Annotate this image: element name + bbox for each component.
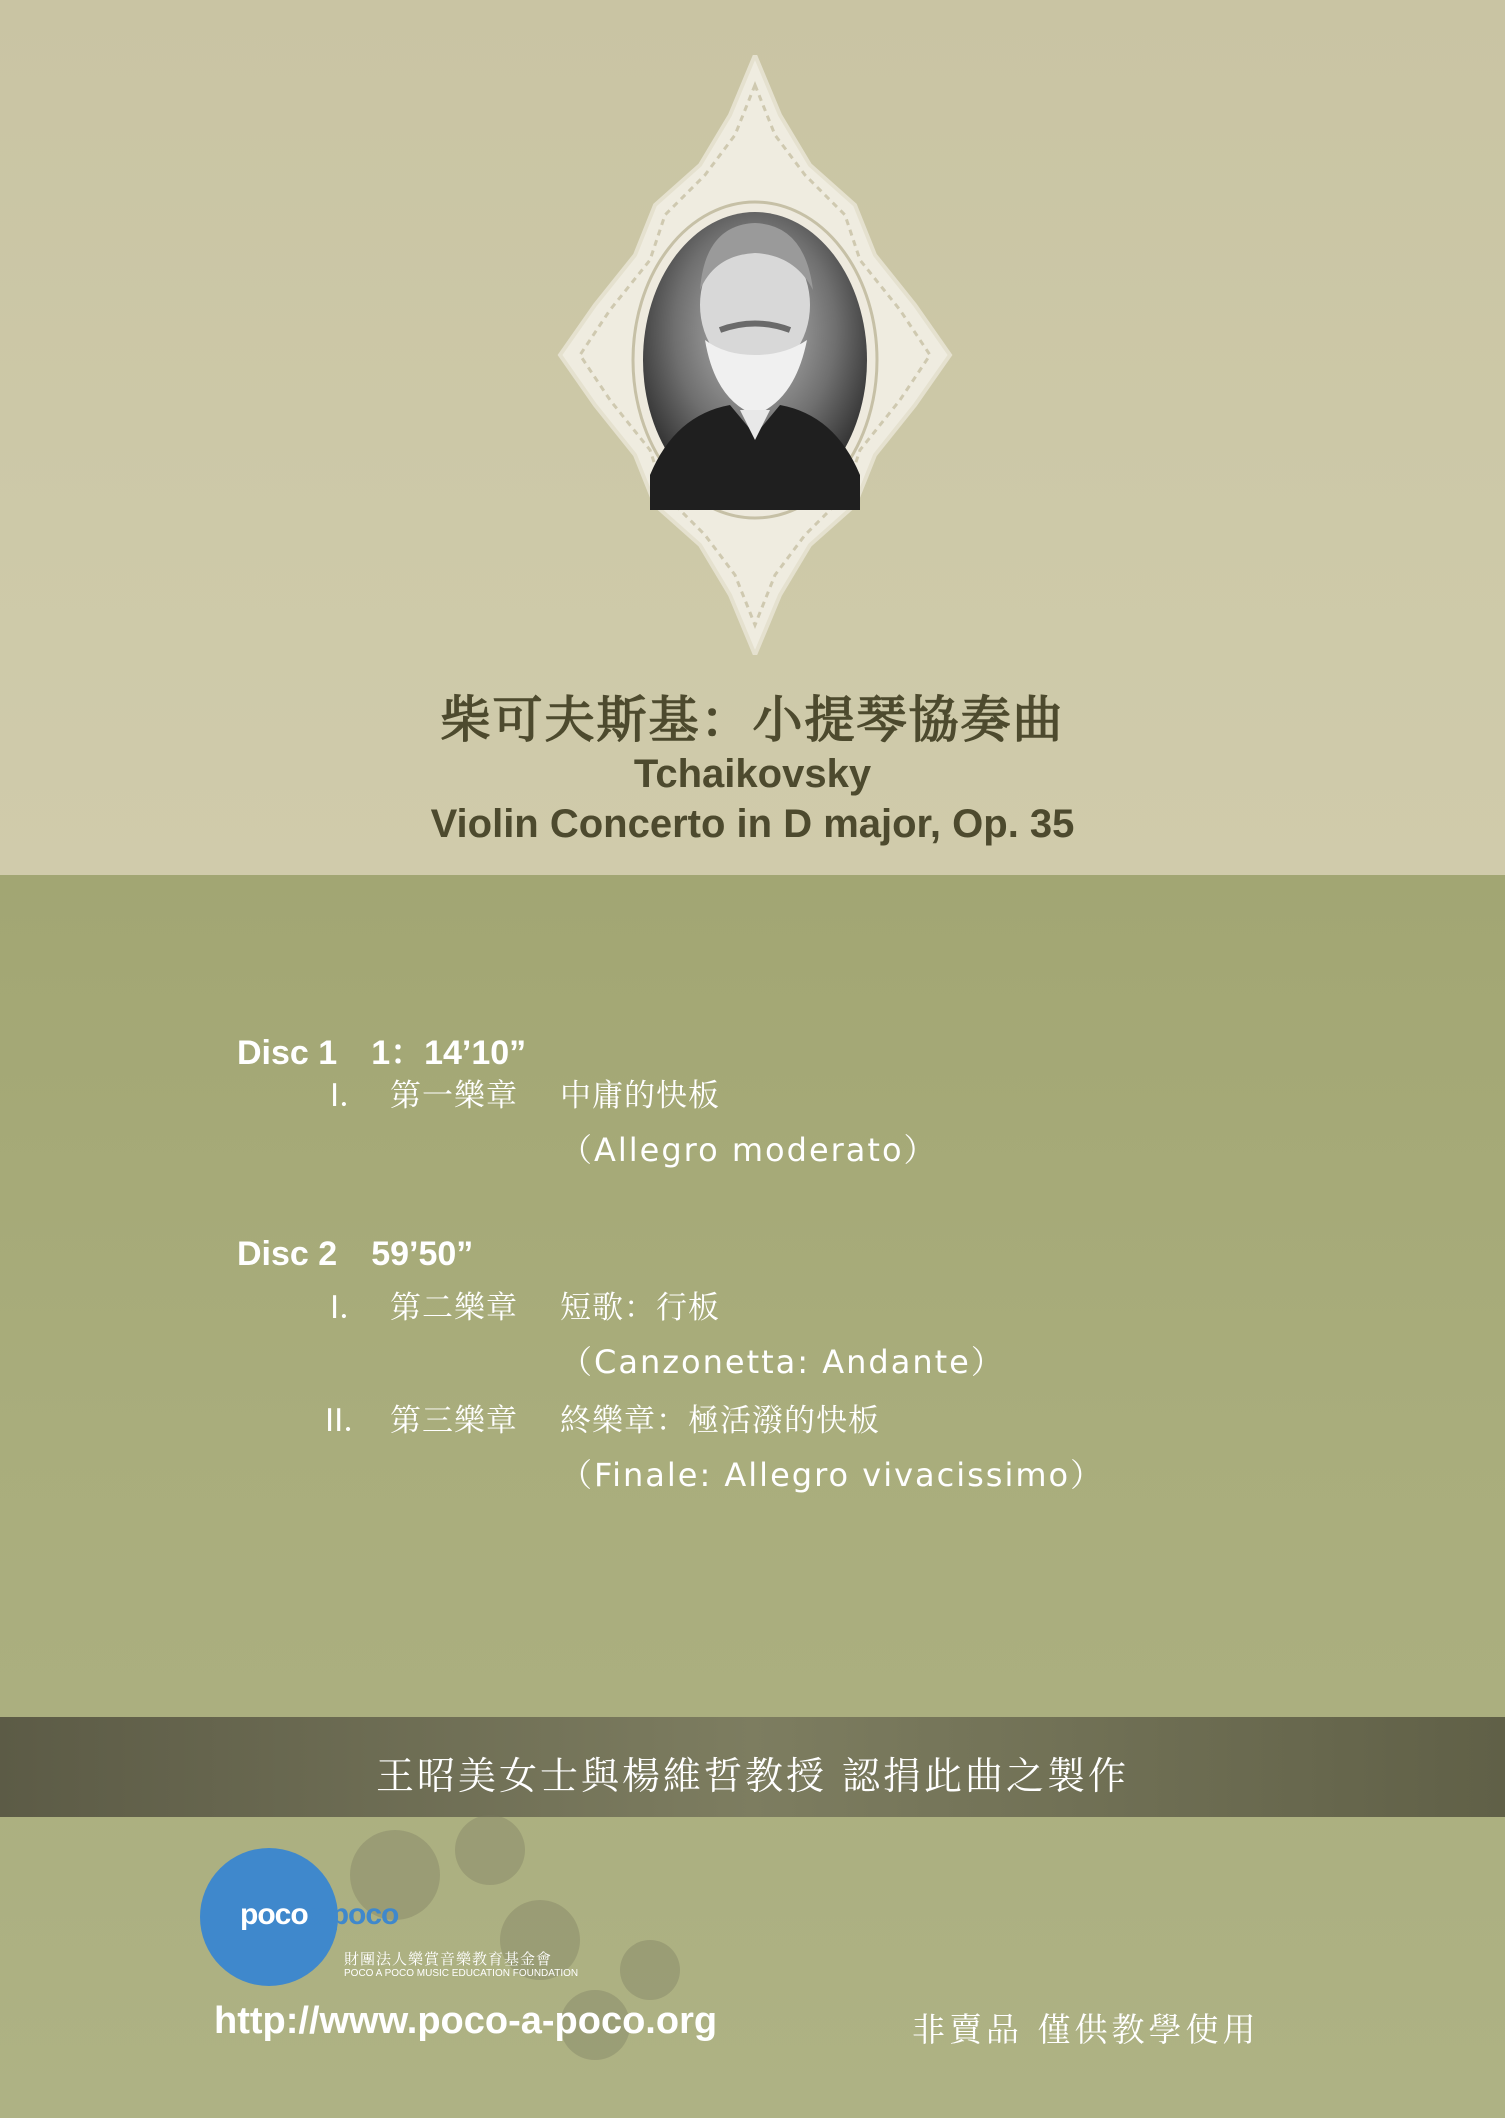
- track-title-zh: 終樂章：極活潑的快板: [560, 1403, 880, 1439]
- disc-duration: 59’50”: [371, 1235, 474, 1273]
- track-movement: 第三樂章: [390, 1403, 518, 1439]
- disc-label: Disc 1: [237, 1034, 338, 1072]
- composer-portrait: [555, 55, 955, 655]
- sponsor-banner: [0, 1717, 1505, 1817]
- track-title-zh: 中庸的快板: [560, 1078, 720, 1114]
- not-for-sale-note: 非賣品 僅供教學使用: [912, 2010, 1260, 2049]
- track-title-en: （Canzonetta: Andante）: [560, 1343, 1005, 1381]
- disc-label: Disc 2: [237, 1235, 338, 1273]
- track-title-en: （Finale: Allegro vivacissimo）: [560, 1456, 1105, 1494]
- track-row: [0, 1282, 1505, 1327]
- title-chinese: 柴可夫斯基：小提琴協奏曲: [440, 691, 1065, 749]
- disc-1-heading: [237, 1025, 526, 1074]
- track-movement: 第二樂章: [390, 1290, 518, 1326]
- title-work: Violin Concerto in D major, Op. 35: [430, 802, 1075, 846]
- track-title-en: （Allegro moderato）: [560, 1131, 938, 1169]
- track-numeral: I．: [330, 1078, 371, 1114]
- logo-word-poco: poco: [240, 1898, 308, 1931]
- decorative-circle: [620, 1940, 680, 2000]
- foundation-name-zh: 財團法人樂賞音樂教育基金會: [344, 1950, 553, 1968]
- track-title-zh: 短歌：行板: [560, 1290, 720, 1326]
- foundation-logo: [240, 1898, 398, 1932]
- website-link[interactable]: http://www.poco-a-poco.org: [214, 2000, 718, 2042]
- track-numeral: II．: [325, 1403, 375, 1439]
- track-movement: 第一樂章: [390, 1078, 518, 1114]
- foundation-name-en: POCO A POCO MUSIC EDUCATION FOUNDATION: [344, 1968, 579, 1979]
- track-row: [0, 1070, 1505, 1115]
- track-numeral: I．: [330, 1290, 371, 1326]
- track-row: [0, 1395, 1505, 1440]
- title-composer: Tchaikovsky: [633, 752, 872, 796]
- disc-2-heading: [237, 1235, 473, 1274]
- decorative-circle: [455, 1815, 525, 1885]
- sponsor-text: 王昭美女士與楊維哲教授 認捐此曲之製作: [375, 1754, 1130, 1798]
- logo-word-a-poco: a poco: [307, 1898, 399, 1931]
- disc-duration: 1：14’10”: [371, 1034, 527, 1072]
- top-panel: [0, 0, 1505, 875]
